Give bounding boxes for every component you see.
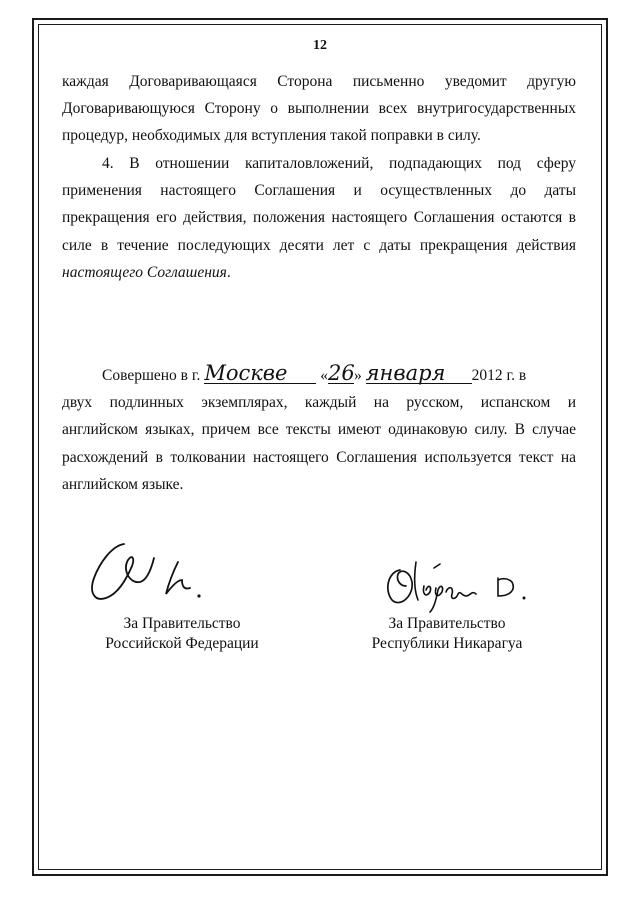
text-line: процедур, необходимых для вступления такой поправки в силу. bbox=[62, 127, 481, 145]
done-clause-first-line bbox=[62, 362, 576, 389]
signatory-nicaragua-line1: За Правительство bbox=[388, 615, 506, 632]
signatory-russia bbox=[92, 614, 272, 654]
period: . bbox=[226, 263, 231, 281]
paragraph-4 bbox=[62, 150, 576, 286]
done-clause bbox=[62, 362, 576, 498]
text-line: применения настоящего Соглашения и осуществленных до даты bbox=[62, 182, 576, 200]
text-line: двух подлинных экземплярах, каждый на русском, испанском и bbox=[62, 394, 576, 412]
paragraph-continuation bbox=[62, 68, 576, 150]
text-line: прекращения его действия, положения настоящего Соглашения остаются в bbox=[62, 209, 576, 227]
signatory-russia-line1: За Правительство bbox=[123, 615, 241, 632]
signatory-russia-line2: Российской Федерации bbox=[105, 635, 259, 652]
text-line: силе в течение последующих десяти лет с даты прекращения действия bbox=[62, 236, 576, 254]
text-line-last bbox=[62, 259, 576, 286]
quote-open: « bbox=[320, 367, 328, 384]
text-line: расхождений в толковании настоящего Соглашения используется текст на bbox=[62, 448, 576, 466]
signatory-nicaragua-line2: Республики Никарагуа bbox=[371, 635, 523, 652]
quote-close: » bbox=[353, 367, 362, 384]
year-suffix: 2012 г. в bbox=[471, 367, 527, 384]
text-line: Договаривающуюся Сторону о выполнении всех внутригосударственных bbox=[62, 100, 576, 118]
done-prefix: Совершено в г. bbox=[102, 367, 201, 384]
signature-russia bbox=[82, 536, 212, 614]
text-line: каждая Договаривающаяся Сторона письменно уведомит другую bbox=[62, 73, 576, 90]
handwritten-day: 26 bbox=[327, 361, 355, 385]
page-number: 12 bbox=[313, 38, 327, 53]
text-line: 4. В отношении капиталовложений, подпадающих под сферу bbox=[102, 155, 576, 172]
handwritten-city: Москве bbox=[204, 363, 316, 384]
signature-nicaragua bbox=[378, 556, 558, 616]
text-line: английском языках, причем все тексты имеют одинаковую силу. В случае bbox=[62, 421, 576, 439]
handwritten-month: января bbox=[366, 363, 472, 384]
signatory-nicaragua bbox=[352, 614, 542, 654]
italic-agreement-ref: настоящего Соглашения bbox=[62, 263, 227, 281]
text-line: английском языке. bbox=[62, 475, 184, 493]
